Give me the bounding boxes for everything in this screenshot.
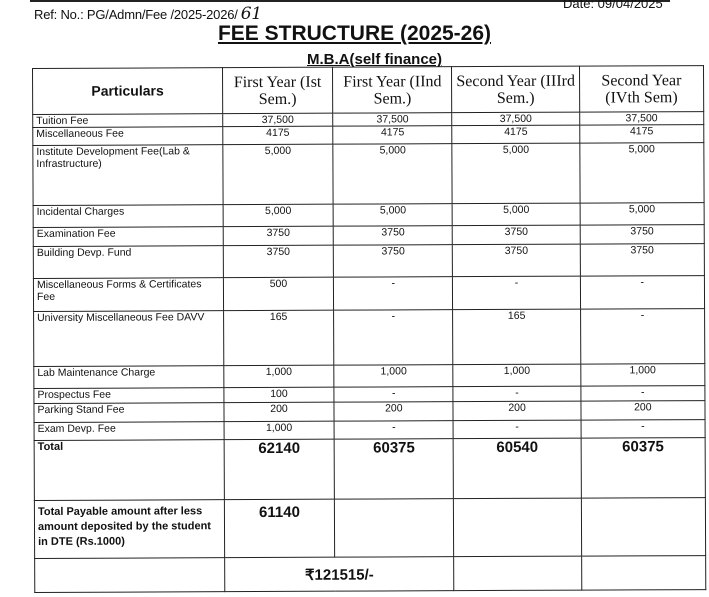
total-value: 60375	[581, 438, 706, 499]
payable-value: 61140	[224, 499, 335, 557]
fee-value: 3750	[453, 225, 580, 245]
empty-cell	[454, 556, 581, 591]
fee-value: 37,500	[223, 113, 333, 126]
fee-value: 3750	[223, 245, 333, 277]
fee-value: 5,000	[333, 204, 452, 227]
empty-cell	[581, 556, 705, 591]
fee-value: -	[580, 276, 704, 310]
row-label: Incidental Charges	[33, 205, 223, 228]
empty-cell	[335, 499, 455, 558]
row-label: Miscellaneous Forms & Certificates Fee	[33, 278, 223, 312]
row-label: Parking Stand Fee	[34, 403, 224, 423]
document-date: Date: 09/04/2025	[563, 0, 663, 11]
fee-value: 500	[223, 277, 334, 310]
payable-label: Total Payable amount after less amount deposited by the student in DTE (Rs.1000)	[34, 500, 224, 559]
column-header: First Year (IInd Sem.)	[333, 67, 452, 114]
fee-value: 1,000	[581, 364, 705, 387]
fee-table	[32, 65, 706, 593]
fee-value: 5,000	[452, 143, 579, 204]
row-label: University Miscellaneous Fee DAVV	[34, 311, 224, 367]
table-row	[34, 364, 705, 389]
fee-value: -	[334, 310, 454, 366]
payable-row	[34, 498, 705, 559]
fee-value: 37,500	[452, 112, 579, 126]
fee-value: 200	[581, 401, 705, 421]
fee-value: 165	[223, 310, 334, 365]
fee-value: 3750	[333, 226, 452, 246]
grand-total-row	[35, 556, 706, 593]
fee-value: 37,500	[333, 113, 452, 127]
fee-value: 5,000	[333, 144, 453, 205]
fee-value: 1,000	[453, 364, 580, 387]
fee-value: 5,000	[223, 204, 333, 226]
fee-value: -	[454, 420, 581, 439]
table-row	[33, 244, 704, 279]
fee-value: 3750	[223, 226, 333, 245]
fee-value: 3750	[453, 244, 580, 277]
fee-value: 3750	[333, 245, 452, 278]
fee-value: -	[580, 309, 705, 365]
table-row	[34, 309, 705, 367]
reference-text: Ref: No.: PG/Admn/Fee /2025-2026/	[34, 7, 238, 22]
fee-value: 5,000	[580, 203, 704, 226]
row-label: Lab Maintenance Charge	[34, 366, 224, 389]
fee-value: -	[581, 420, 705, 439]
fee-value: 100	[224, 387, 334, 402]
grand-total-value: ₹121515/-	[224, 557, 454, 592]
fee-value: -	[453, 276, 580, 310]
row-label: Tuition Fee	[33, 114, 223, 128]
handwritten-number: 61	[240, 4, 262, 24]
table-row	[33, 203, 704, 228]
row-label: Miscellaneous Fee	[33, 127, 223, 146]
column-header: Second Year (IIIrd Sem.)	[452, 66, 579, 113]
total-label: Total	[34, 440, 224, 501]
total-row	[34, 438, 705, 501]
fee-value: 1,000	[224, 365, 334, 387]
row-label: Exam Devp. Fee	[34, 422, 224, 441]
fee-value: 4175	[452, 125, 579, 144]
table-header-row	[33, 66, 704, 115]
row-label: Prospectus Fee	[34, 388, 224, 404]
fee-value: 5,000	[580, 143, 705, 204]
column-header: First Year (Ist Sem.)	[222, 67, 333, 113]
row-label: Institute Development Fee(Lab & Infrastructure)	[33, 145, 223, 206]
fee-value: 4175	[333, 126, 452, 145]
total-value: 60540	[454, 438, 581, 499]
fee-value: -	[581, 386, 705, 402]
table-row	[33, 143, 704, 206]
fee-value: 3750	[580, 225, 704, 245]
empty-cell	[454, 498, 581, 557]
row-label: Examination Fee	[33, 227, 223, 247]
fee-value: 4175	[223, 126, 333, 144]
fee-value: 165	[453, 309, 580, 365]
fee-value: -	[453, 386, 580, 402]
fee-value: 5,000	[453, 203, 580, 226]
fee-value: 1,000	[334, 365, 453, 388]
fee-value: 200	[453, 401, 580, 421]
fee-value: 4175	[579, 125, 703, 144]
fee-value: 3750	[580, 244, 704, 277]
reference-number	[34, 4, 262, 24]
fee-value: -	[334, 387, 453, 403]
total-value: 60375	[334, 439, 454, 500]
fee-value: 5,000	[223, 144, 334, 204]
fee-value: 1,000	[224, 421, 334, 439]
empty-cell	[581, 498, 706, 557]
fee-value: -	[334, 421, 453, 440]
fee-value: -	[334, 277, 453, 311]
row-label: Building Devp. Fund	[33, 246, 223, 279]
empty-cell	[35, 558, 225, 593]
fee-value: 200	[334, 402, 453, 422]
table-row	[33, 276, 704, 312]
fee-value: 200	[224, 402, 334, 421]
total-value: 62140	[224, 439, 335, 499]
column-header: Particulars	[33, 68, 223, 115]
document-title: FEE STRUCTURE (2025-26)	[217, 22, 492, 45]
document-subtitle: M.B.A(self finance)	[306, 51, 442, 68]
fee-value: 37,500	[579, 112, 703, 126]
column-header: Second Year (IVth Sem)	[579, 66, 703, 113]
